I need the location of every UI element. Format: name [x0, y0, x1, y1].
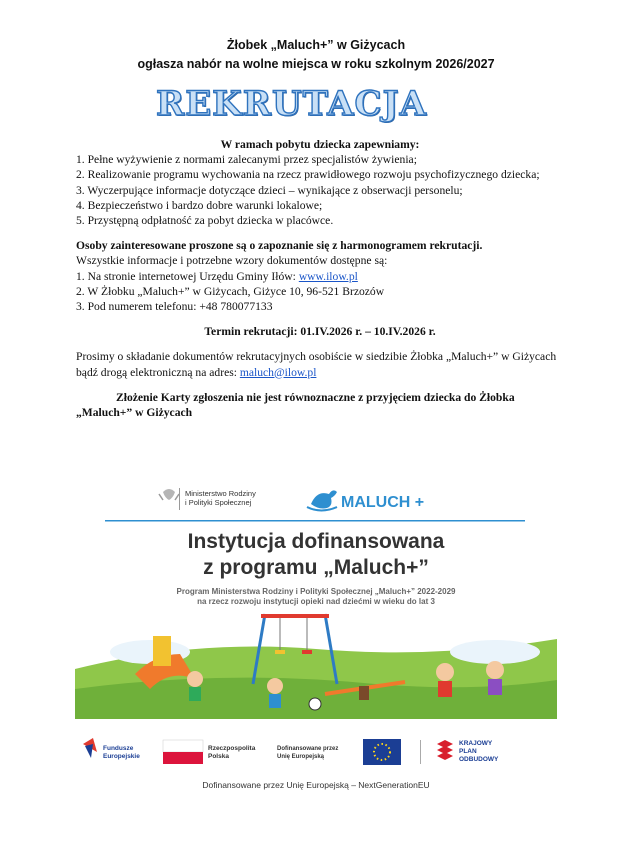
rocking-horse-icon — [307, 490, 337, 510]
logo-fe-line1: Fundusze — [103, 745, 134, 752]
info-item-3: 3. Pod numerem telefonu: +48 780077133 — [76, 300, 273, 314]
graphic-heading-2: z programu „Maluch+” — [203, 556, 429, 579]
logo-eu-line1: Dofinansowane przez — [277, 746, 339, 752]
ministry-name-line2: i Polityki Społecznej — [185, 498, 252, 507]
funding-graphic — [75, 474, 557, 797]
graphic-subtitle-2: na rzecz rozwoju instytucji opieki nad dziećmi w wieku do lat 3 — [197, 597, 435, 606]
email-link[interactable]: maluch@ilow.pl — [239, 365, 317, 379]
provide-item-5: 5. Przystępną odpłatność za pobyt dziecka w placówce. — [76, 214, 334, 228]
request-text: Prosimy o składanie dokumentów rekrutacyjnych osobiście w siedzibie Żłobka „Maluch+” w Giżycach bądź drogą elektroniczną na adres: — [76, 350, 557, 379]
playground-illustration — [75, 614, 557, 719]
logo-rp-line2: Polska — [208, 753, 229, 760]
kpo-logo — [437, 740, 499, 763]
info-item-1 — [76, 269, 564, 284]
logo-kpo-line3: ODBUDOWY — [459, 756, 499, 763]
provide-item-4: 4. Bezpieczeństwo i bardzo dobre warunki lokalowe; — [76, 198, 323, 212]
graphic-subtitle-1: Program Ministerstwa Rodziny i Polityki Społecznej „Maluch+” 2022-2029 — [176, 587, 456, 596]
header-title: Żłobek „Maluch+” w Giżycach — [226, 38, 406, 52]
info-title: Osoby zainteresowane proszone są o zapoznanie się z harmonogramem rekrutacji. — [76, 239, 483, 253]
provide-item-3: 3. Wyczerpujące informacje dotyczące dzieci – wynikające z obserwacji personelu; — [76, 183, 463, 197]
logo-kpo-line2: PLAN — [459, 748, 477, 755]
info-item-1-text: 1. Na stronie internetowej Urzędu Gminy Iłów: — [76, 269, 299, 283]
logo-kpo-line1: KRAJOWY — [459, 740, 493, 747]
provide-item-2: 2. Realizowanie programu wychowania na rzecz prawidłowego rozwoju psychofizycznego dziecka; — [76, 168, 540, 182]
header-subtitle: ogłasza nabór na wolne miejsca w roku szkolnym 2026/2027 — [137, 57, 495, 71]
graphic-heading-1: Instytucja dofinansowana — [187, 530, 445, 553]
recruitment-term: Termin rekrutacji: 01.IV.2026 r. – 10.IV.2026 r. — [204, 325, 436, 339]
provide-item-1: 1. Pełne wyżywienie z normami zalecanymi przez specjalistów żywienia; — [76, 153, 417, 167]
logo-fe-line2: Europejskie — [103, 753, 140, 760]
polish-flag-logo — [163, 740, 256, 764]
ministry-eagle-icon — [159, 489, 179, 500]
fundusze-europejskie-logo — [83, 738, 140, 760]
provide-title: W ramach pobytu dziecka zapewniamy: — [220, 138, 420, 151]
eu-logo — [277, 739, 401, 765]
document-body — [76, 137, 564, 420]
logo-eu-line2: Unię Europejską — [277, 754, 325, 760]
disclaimer-note: Złożenie Karty zgłoszenia nie jest równoznaczne z przyjęciem dziecka do Żłobka „Maluch+” w Giżycach — [76, 390, 515, 420]
request-paragraph — [76, 349, 564, 379]
website-link[interactable]: www.ilow.pl — [298, 269, 358, 283]
logo-rp-line1: Rzeczpospolita — [208, 745, 256, 752]
info-item-2: 2. W Żłobku „Maluch+” w Giżycach, Giżyce 10, 96-521 Brzozów — [76, 284, 385, 298]
maluch-logo-text: MALUCH + — [341, 494, 425, 511]
graphic-footer: Dofinansowane przez Unię Europejską – NextGenerationEU — [202, 780, 430, 790]
rekrutacja-banner: REKRUTACJA — [156, 84, 427, 124]
info-intro: Wszystkie informacje i potrzebne wzory dokumentów dostępne są: — [76, 254, 388, 268]
ministry-name-line1: Ministerstwo Rodziny — [185, 489, 256, 498]
